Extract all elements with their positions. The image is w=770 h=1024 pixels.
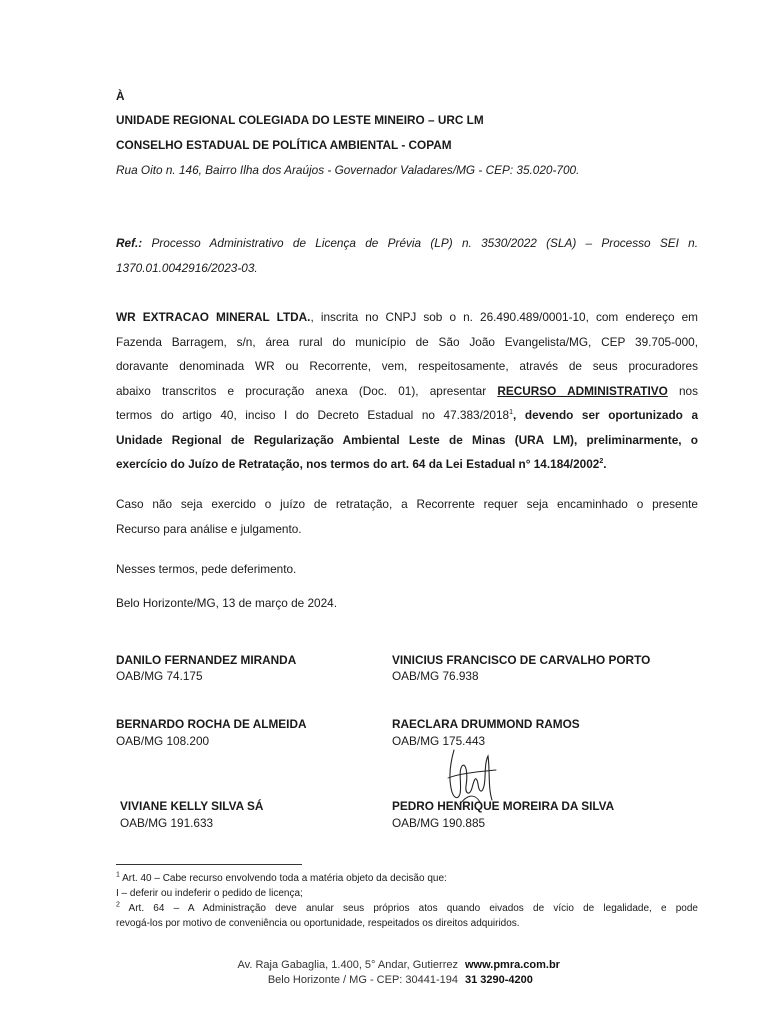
signatory-name: DANILO FERNANDEZ MIRANDA xyxy=(116,653,297,667)
signatory-oab: OAB/MG 191.633 xyxy=(120,816,214,830)
signatory-oab: OAB/MG 76.938 xyxy=(392,669,479,683)
body-para1-line6: Unidade Regional de Regularização Ambiental Leste de Minas (URA LM), preliminarmente, o xyxy=(116,433,698,447)
body-para1-line4: abaixo transcritos e procuração anexa (Doc. 01), apresentar RECURSO ADMINISTRATIVO nos xyxy=(116,384,698,398)
signatory-name: PEDRO HENRIQUE MOREIRA DA SILVA xyxy=(392,799,615,813)
footnote-ref-1: 1 xyxy=(509,409,514,417)
signatory-oab: OAB/MG 175.443 xyxy=(392,734,486,748)
reference-line-2: 1370.01.0042916/2023-03. xyxy=(116,261,258,275)
addressee-prefix: À xyxy=(116,89,125,103)
signatory-oab: OAB/MG 74.175 xyxy=(116,669,203,683)
signatory-oab: OAB/MG 190.885 xyxy=(392,816,486,830)
org-name-urc: UNIDADE REGIONAL COLEGIADA DO LESTE MINEIRO – URC LM xyxy=(116,113,484,127)
body-para1-line5: termos do artigo 40, inciso I do Decreto Estadual no 47.383/2018$^1$, devendo ser oportunizado a xyxy=(116,408,699,422)
footnote-ref-2: 2 xyxy=(599,458,604,466)
closing-request: Nesses termos, pede deferimento. xyxy=(116,562,297,576)
body-para2-line1: Caso não seja exercido o juízo de retratação, a Recorrente requer seja encaminhado o presente xyxy=(116,497,698,511)
footnote-1-line2: I – deferir ou indeferir o pedido de licença; xyxy=(116,888,303,899)
body-para1-line7: exercício do Juízo de Retratação, nos termos do art. 64 da Lei Estadual n° 14.184/2002$^2$. xyxy=(116,457,607,471)
body-para1-line3: doravante denominada WR ou Recorrente, vem, respeitosamente, através de seus procuradores xyxy=(116,359,698,373)
org-address: Rua Oito n. 146, Bairro Ilha dos Araújos - Governador Valadares/MG - CEP: 35.020-700. xyxy=(116,163,580,177)
signatory-oab: OAB/MG 108.200 xyxy=(116,734,210,748)
signatory-name: RAECLARA DRUMMOND RAMOS xyxy=(392,717,580,731)
signatory-name: VIVIANE KELLY SILVA SÁ xyxy=(120,799,264,813)
footer-website: www.pmra.com.br xyxy=(465,959,560,971)
footer-address-line2: Belo Horizonte / MG - CEP: 30441-194 xyxy=(267,974,458,986)
footer-contact xyxy=(465,958,560,988)
footer-phone: 31 3290-4200 xyxy=(465,974,533,986)
body-para1-line2: Fazenda Barragem, s/n, área rural do município de São João Evangelista/MG, CEP 39.705-000, xyxy=(116,335,698,349)
place-date: Belo Horizonte/MG, 13 de março de 2024. xyxy=(116,596,337,610)
footnote-2-line1: $^2$ Art. 64 – A Administração deve anular seus próprios atos quando eivados de vício de legalidade, e pode xyxy=(116,901,698,914)
org-name-copam: CONSELHO ESTADUAL DE POLÍTICA AMBIENTAL - COPAM xyxy=(116,138,452,152)
footnote-2-line2: revogá-los por motivo de conveniência ou oportunidade, respeitados os direitos adquiridos. xyxy=(116,918,520,929)
reference-label: Ref.: xyxy=(116,236,143,250)
signatory-name: BERNARDO ROCHA DE ALMEIDA xyxy=(116,717,307,731)
reference-line-1: Ref.: Processo Administrativo de Licença de Prévia (LP) n. 3530/2022 (SLA) – Processo SEI n. xyxy=(116,236,698,250)
footer-address-line1: Av. Raja Gabaglia, 1.400, 5° Andar, Gutierrez xyxy=(237,959,458,971)
footnote-1-line1: $^1$ Art. 40 – Cabe recurso envolvendo toda a matéria objeto da decisão que: xyxy=(116,871,447,884)
body-para2-line2: Recurso para análise e julgamento. xyxy=(116,522,302,536)
recurso-administrativo-emphasis: RECURSO ADMINISTRATIVO xyxy=(497,384,668,398)
body-para1-line1: WR EXTRACAO MINERAL LTDA., inscrita no CNPJ sob o n. 26.490.489/0001-10, com endereço em xyxy=(116,310,698,324)
company-name: WR EXTRACAO MINERAL LTDA. xyxy=(116,310,311,324)
signatory-name: VINICIUS FRANCISCO DE CARVALHO PORTO xyxy=(392,653,651,667)
footer-address xyxy=(222,958,458,988)
footnote-separator xyxy=(116,864,302,865)
